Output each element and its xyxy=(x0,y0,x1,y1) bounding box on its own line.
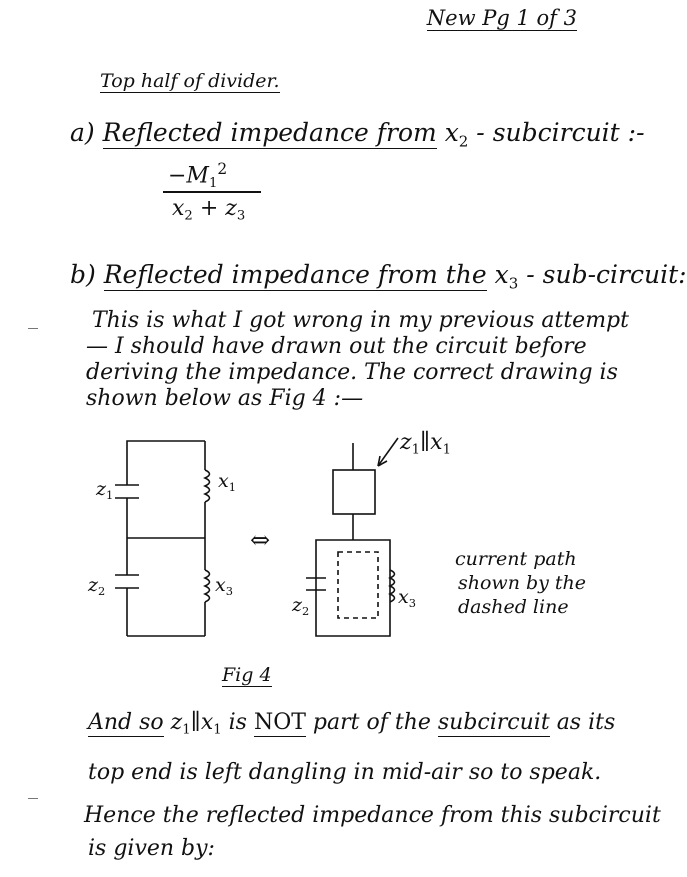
paragraph-line-2: — I should have drawn out the circuit before xyxy=(86,334,587,359)
left-circuit xyxy=(115,441,210,636)
note-line-1: current path xyxy=(455,548,577,570)
part-b-label: b) xyxy=(70,260,96,289)
label-x1: $x_1$ xyxy=(218,470,236,494)
label-right-x3: $x_3$ xyxy=(398,586,416,610)
fraction-denominator: $x_2 + z_3$ xyxy=(172,196,246,224)
part-b-var: $x_3$ xyxy=(494,260,519,293)
part-a-label: a) xyxy=(70,118,95,147)
figure-caption: Fig 4 xyxy=(222,664,272,686)
label-z2: $z_2$ xyxy=(88,574,106,598)
note-line-2: shown by the xyxy=(458,572,587,594)
label-right-z2: $z_2$ xyxy=(292,594,310,618)
part-a-tail: - subcircuit :- xyxy=(476,118,645,147)
conclusion-line-2: top end is left dangling in mid-air so to speak. xyxy=(88,760,602,785)
fraction-numerator: $-M_1^2$ xyxy=(168,160,228,192)
label-z1-parallel-x1: $z_1\parallel x_1$ xyxy=(400,430,451,458)
conclusion-line-1: And so $z_1\parallel x_1$ is NOT part of the subcircuit as its xyxy=(88,710,616,738)
label-x3: $x_3$ xyxy=(215,574,233,598)
conclusion-line-4: is given by: xyxy=(88,836,215,861)
part-a-var: $x_2$ xyxy=(444,118,469,151)
paragraph-line-3: deriving the impedance. The correct drawing is xyxy=(86,360,618,385)
emphasis-not: NOT xyxy=(253,710,306,735)
margin-tick xyxy=(28,328,38,329)
part-b-text: Reflected impedance from the xyxy=(103,260,487,289)
label-z1: $z_1$ xyxy=(96,478,114,502)
part-b-tail: - sub-circuit: xyxy=(526,260,687,289)
margin-tick xyxy=(28,798,38,799)
section-heading: Top half of divider. xyxy=(100,70,280,92)
paragraph-line-4: shown below as Fig 4 :— xyxy=(86,386,364,411)
note-line-3: dashed line xyxy=(458,596,569,618)
paragraph-line-1: This is what I got wrong in my previous attempt xyxy=(92,308,629,333)
part-a-text: Reflected impedance from xyxy=(102,118,437,147)
conclusion-line-3: Hence the reflected impedance from this subcircuit xyxy=(84,803,661,828)
right-circuit xyxy=(306,438,398,636)
page-number: New Pg 1 of 3 xyxy=(426,6,577,30)
equivalence-arrow-icon: ⇔ xyxy=(250,526,271,554)
